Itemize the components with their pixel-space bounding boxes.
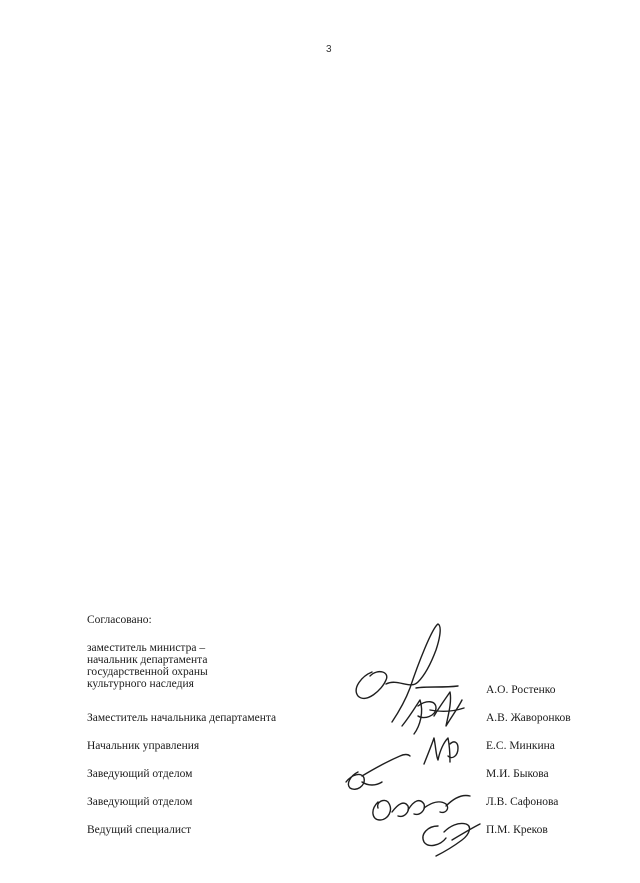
position-line: государственной охраны <box>87 666 208 678</box>
signature-bykova-icon <box>346 755 410 790</box>
signatory-name: А.О. Ростенко <box>486 684 556 696</box>
signatory-position: Начальник управления <box>87 740 200 752</box>
signature-zhavoronkov-icon <box>402 692 464 734</box>
signature-krekov-icon <box>423 823 480 856</box>
position-line: заместитель министра – <box>87 642 206 654</box>
signatory-name: Е.С. Минкина <box>486 740 555 752</box>
signatory-name: А.В. Жаворонков <box>486 712 571 724</box>
signatory-name: П.М. Креков <box>486 824 548 836</box>
position-line: культурного наследия <box>87 678 194 690</box>
page-number: 3 <box>326 44 332 55</box>
signature-minkina-icon <box>424 738 458 764</box>
signatory-position: Заведующий отделом <box>87 768 193 780</box>
signatory-position: Заведующий отделом <box>87 796 193 808</box>
signature-safonova-icon <box>373 795 470 820</box>
signature-rostenko-icon <box>356 624 458 722</box>
signatory-position: Заместитель начальника департамента <box>87 712 277 724</box>
signatory-position: Ведущий специалист <box>87 824 192 836</box>
signatory-name: Л.В. Сафонова <box>486 796 559 808</box>
first-signatory-position <box>87 642 208 690</box>
position-line: начальник департамента <box>87 654 208 666</box>
signatory-name: М.И. Быкова <box>486 768 549 780</box>
agreed-heading: Согласовано: <box>87 614 152 626</box>
